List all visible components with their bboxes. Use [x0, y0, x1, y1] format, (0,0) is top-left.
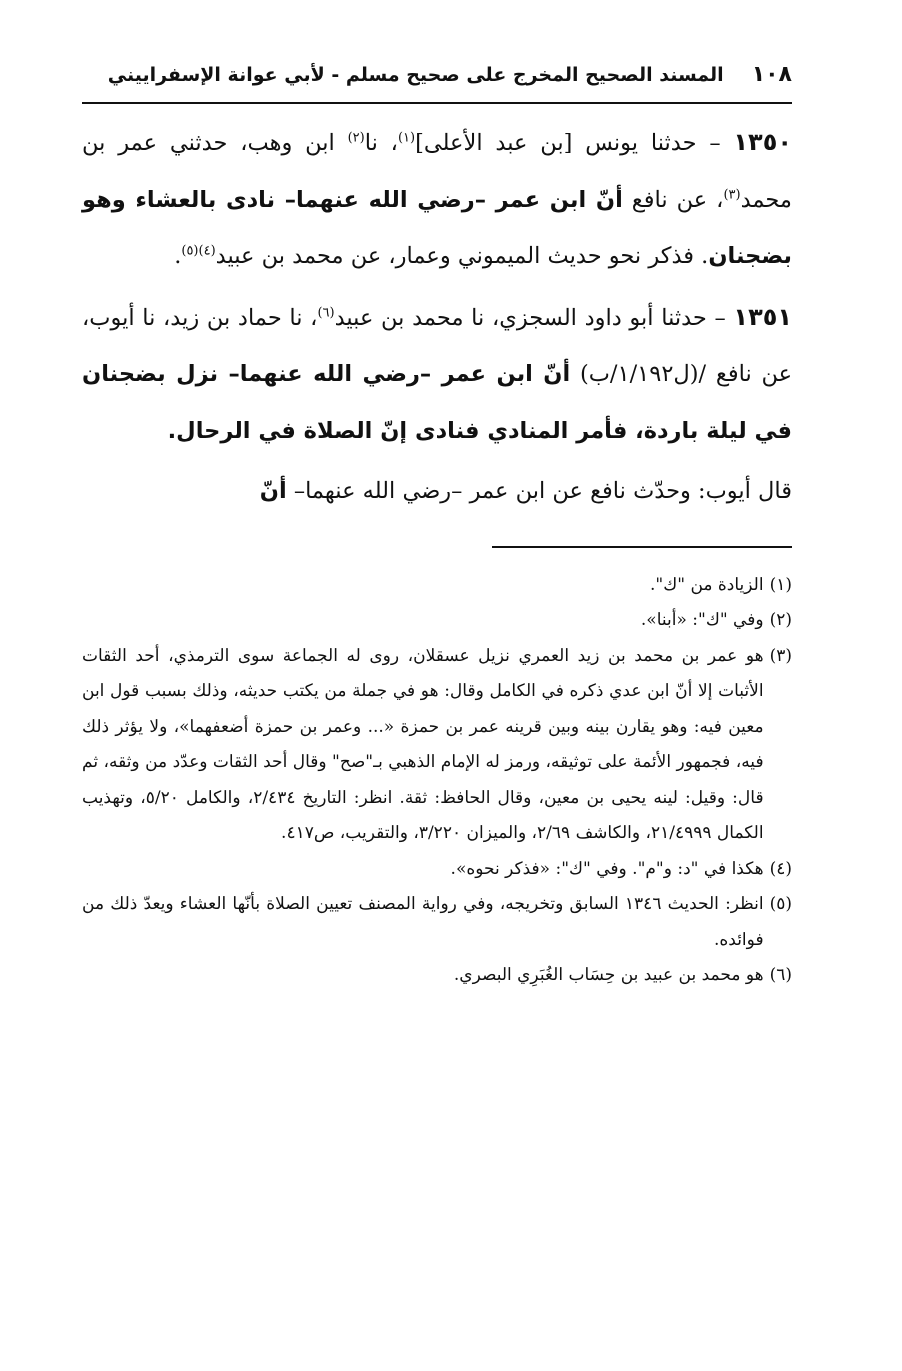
hadith-text: – حدثنا يونس [بن عبد الأعلى] — [415, 130, 734, 156]
footnote — [82, 603, 792, 639]
footnote — [82, 568, 792, 604]
footnote-number: (٥) — [769, 894, 792, 914]
footnote-number: (٢) — [769, 610, 792, 630]
hadith-1351 — [82, 289, 792, 460]
footnote — [82, 639, 792, 852]
footnote-ref: (٤)(٥) — [181, 243, 216, 259]
hadith-text: . — [174, 243, 182, 269]
footnote-ref: (٢) — [347, 130, 365, 146]
footnote-text: الزيادة من "ك". — [649, 574, 764, 595]
hadith-text: . فذكر نحو حديث الميموني وعمار، عن محمد بن عبيد — [215, 243, 709, 269]
hadith-text: – حدثنا أبو داود السجزي، نا محمد بن عبيد — [334, 304, 734, 331]
footnote — [82, 887, 792, 958]
hadith-text: ابن وهب، حدثني عمر بن محمد — [82, 130, 792, 213]
hadith-matn: أنّ ابن عمر –رضي الله عنهما– نزل بضجنان في ليلة باردة، فأمر المنادي فنادى إنّ الصلاة في الرحال. — [82, 361, 792, 444]
hadith-matn: أنّ ابن عمر –رضي الله عنهما– نادى بالعشاء وهو بضجنان — [82, 186, 792, 269]
footnote — [82, 852, 792, 888]
footnote-number: (٤) — [769, 858, 792, 879]
footnote-ref: (٣) — [723, 187, 741, 202]
hadith-1350 — [82, 114, 792, 285]
footnote-ref: (١) — [397, 130, 416, 146]
footnote-text: هكذا في "د: و"م". وفي "ك": «فذكر نحوه». — [450, 858, 764, 879]
footnote-text: انظر: الحديث ١٣٤٦ السابق وتخريجه، وفي رواية المصنف تعيين الصلاة بأنّها العشاء ويعدّ ذلك من فوائده. — [82, 894, 764, 950]
footnote-number: (٦) — [769, 965, 792, 985]
hadith-text: ، نا حماد بن زيد، نا أيوب، عن نافع /(ل١/١٩٢/ب) — [82, 304, 792, 387]
book-page — [82, 62, 792, 994]
page-header — [82, 62, 792, 100]
continuation-bold: أنّ — [259, 478, 287, 504]
footnote-ref: (٦) — [317, 305, 335, 320]
footnote-number: (٣) — [769, 645, 792, 666]
hadith-text: ، عن نافع — [622, 186, 724, 213]
footnote-text: هو محمد بن عبيد بن حِسَاب الغُبَرِي البصري. — [453, 965, 764, 985]
footnotes — [82, 568, 792, 994]
hadith-number: ١٣٥٠ — [733, 128, 792, 156]
footnote-text: هو عمر بن محمد بن زيد العمري نزيل عسقلان، روى له الجماعة سوى الترمذي، أحد الثقات الأثبات إلا أنّ ابن عدي ذكره في الكامل وقال: هو في جملة من يكتب حديثه، وذلك بسبب قول ابن معين فيه: وهو يقارن بينه وبين قرينه عمر بن حمزة «... وعمر بن حمزة أضعفهما»، ولا يؤثر ذلك فيه، فجمهور الأئمة على توثيقه، ورمز له الإمام الذهبي بـ"صح" وقال أحد الثقات وعدّد من وثقه، ثم قال: وقيل: لينه يحيى بن معين، وقال الحافظ: ثقة. انظر: التاريخ ٢/٤٣٤، والكامل ٥/٢٠، وتهذيب الكمال ٢١/٤٩٩٩، والكاشف ٢/٦٩، والميزان ٣/٢٢٠، والتقريب، ص٤١٧. — [82, 645, 764, 843]
continuation-text: قال أيوب: وحدّث نافع عن ابن عمر –رضي الله عنهما– — [286, 478, 792, 504]
header-rule — [82, 102, 792, 104]
main-text — [82, 114, 792, 520]
continuation-paragraph — [82, 463, 792, 520]
page-number: ١٠٨ — [751, 62, 792, 87]
running-title: المسند الصحيح المخرج على صحيح مسلم - لأبي عوانة الإسفراييني — [107, 64, 724, 86]
footnote — [82, 958, 792, 994]
hadith-text: ، نا — [364, 130, 398, 156]
hadith-number: ١٣٥١ — [733, 302, 793, 331]
footnote-text: وفي "ك": «أبنا». — [640, 610, 764, 630]
footnote-separator — [492, 546, 792, 548]
footnote-number: (١) — [769, 574, 792, 595]
